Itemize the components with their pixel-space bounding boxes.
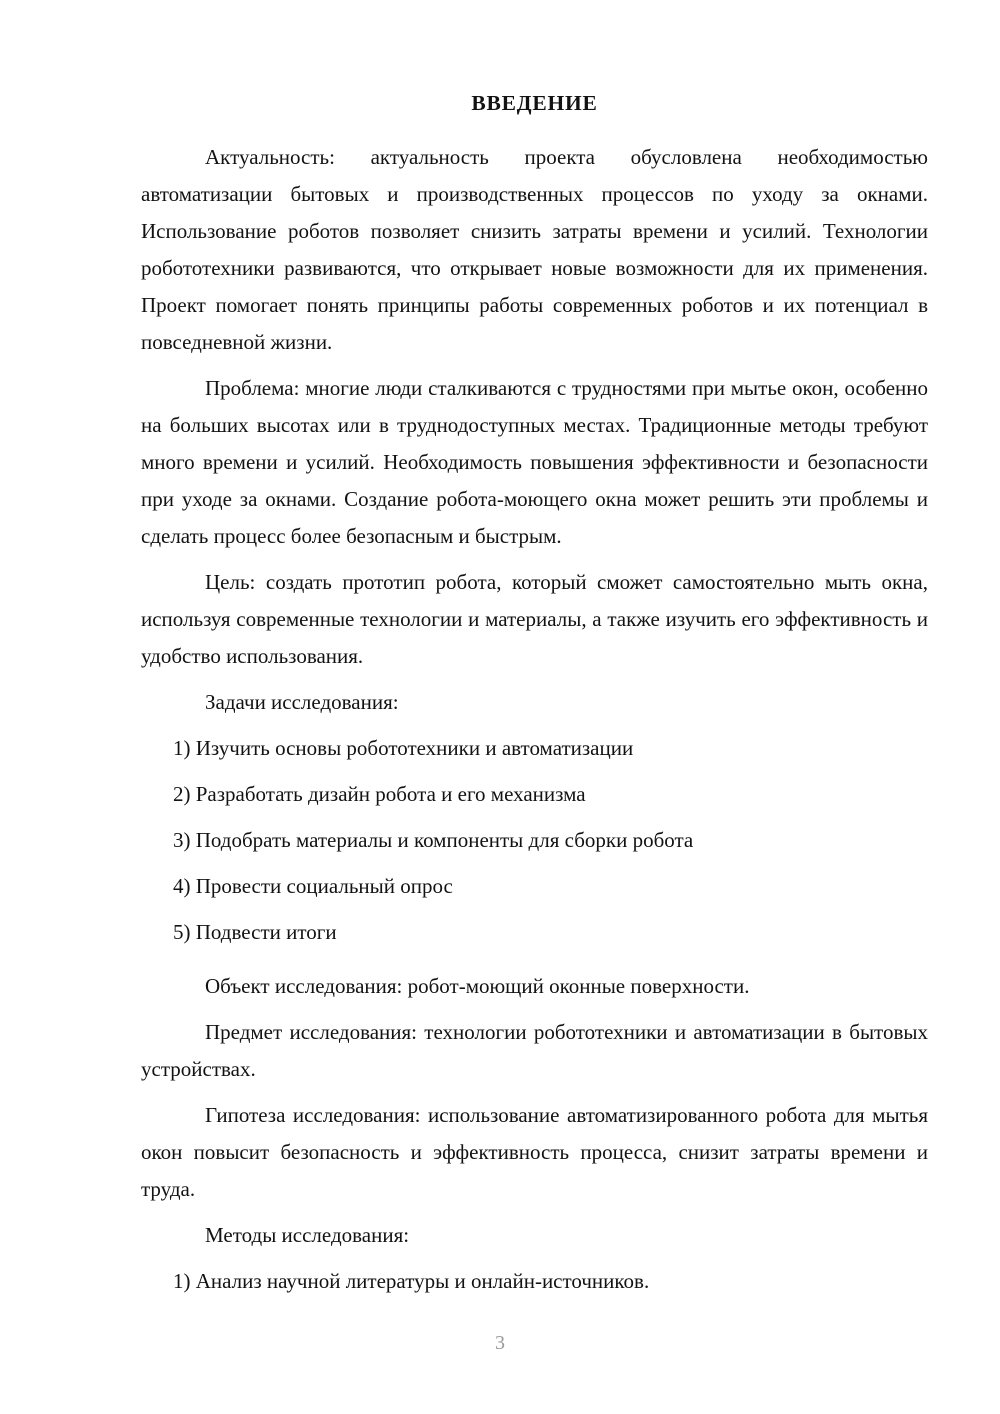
paragraph-cel: Цель: создать прототип робота, который сможет самостоятельно мыть окна, используя современные технологии и материалы, а также изучить его эффективность и удобство использования. (141, 570, 928, 668)
spacer (141, 960, 928, 968)
methods-heading: Методы исследования: (205, 1223, 410, 1247)
methods-list (141, 1263, 928, 1300)
paragraph-aktualnost: Актуальность: актуальность проекта обусловлена необходимостью автоматизации бытовых и производственных процессов по уходу за окнами. Использование роботов позволяет снизить затраты времени и усилий. Технологии робототехники развиваются, что открывает новые возможности для их применения. Проект помогает понять принципы работы современных роботов и их потенциал в повседневной жизни. (141, 145, 928, 354)
page-content (141, 88, 928, 1309)
list-item: 2) Разработать дизайн робота и его механизма (173, 782, 586, 806)
page-number: 3 (495, 1332, 505, 1354)
paragraph-obyekt: Объект исследования: робот-моющий оконные поверхности. (205, 974, 750, 998)
paragraph-problema: Проблема: многие люди сталкиваются с трудностями при мытье окон, особенно на больших высотах или в труднодоступных местах. Традиционные методы требуют много времени и усилий. Необходимость повышения эффективности и безопасности при уходе за окнами. Создание робота-моющего окна может решить эти проблемы и сделать процесс более безопасным и быстрым. (141, 376, 928, 548)
tasks-heading: Задачи исследования: (205, 690, 399, 714)
tasks-list (141, 730, 928, 951)
list-item: 5) Подвести итоги (173, 920, 337, 944)
paragraph-gipoteza: Гипотеза исследования: использование автоматизированного робота для мытья окон повысит безопасность и эффективность процесса, снизит затраты времени и труда. (141, 1103, 928, 1201)
paragraph-predmet: Предмет исследования: технологии робототехники и автоматизации в бытовых устройствах. (141, 1020, 928, 1081)
list-item: 3) Подобрать материалы и компоненты для сборки робота (173, 828, 694, 852)
list-item: 1) Изучить основы робототехники и автоматизации (173, 736, 634, 760)
page-title: ВВЕДЕНИЕ (471, 91, 598, 115)
list-item: 1) Анализ научной литературы и онлайн-источников. (173, 1269, 650, 1293)
list-item: 4) Провести социальный опрос (173, 874, 453, 898)
